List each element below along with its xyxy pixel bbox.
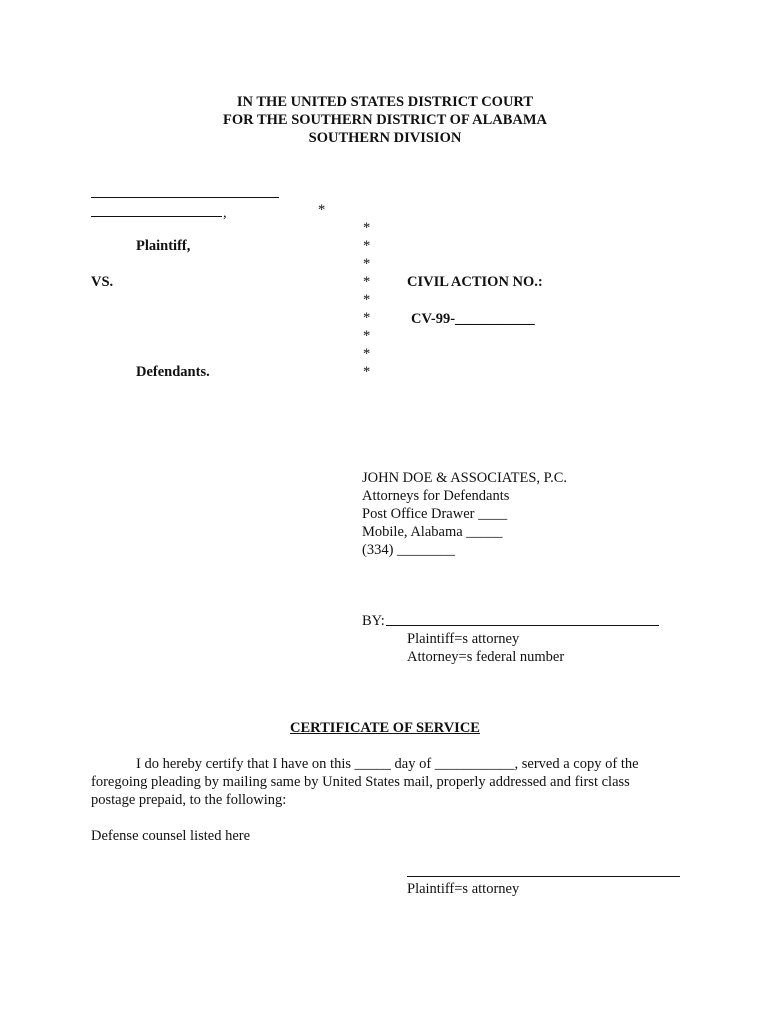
court-name-line-1: IN THE UNITED STATES DISTRICT COURT xyxy=(236,94,534,110)
divider-asterisk: * xyxy=(363,292,371,308)
certificate-heading: CERTIFICATE OF SERVICE xyxy=(290,720,480,736)
certificate-text-line-2: foregoing pleading by mailing same by United States mail, properly addressed and first class xyxy=(91,774,630,790)
service-recipient: Defense counsel listed here xyxy=(91,828,251,844)
case-number: CV-99-___________ xyxy=(411,311,535,327)
divider-asterisk: * xyxy=(363,274,371,290)
plaintiff-name-blank-1 xyxy=(91,197,279,198)
certificate-signer-label: Plaintiff=s attorney xyxy=(407,881,520,897)
certificate-text-line-1: I do hereby certify that I have on this _____ day of ___________, served a copy of the xyxy=(136,756,639,772)
plaintiff-label: Plaintiff, xyxy=(136,238,191,254)
plaintiff-name-comma: , xyxy=(223,205,227,221)
certificate-text-line-3: postage prepaid, to the following: xyxy=(91,792,287,808)
divider-asterisk: * xyxy=(363,310,371,326)
signer-federal-number: Attorney=s federal number xyxy=(407,649,565,665)
divider-asterisk: * xyxy=(363,364,371,380)
divider-asterisk: * xyxy=(363,220,371,236)
defendants-label: Defendants. xyxy=(136,364,210,380)
divider-asterisk: * xyxy=(363,238,371,254)
signature-line xyxy=(386,625,659,626)
civil-action-label: CIVIL ACTION NO.: xyxy=(407,274,543,290)
counsel-po-box: Post Office Drawer ____ xyxy=(362,506,508,522)
divider-asterisk: * xyxy=(363,328,371,344)
counsel-phone: (334) ________ xyxy=(362,542,456,558)
by-label: BY: xyxy=(362,613,385,629)
court-division: SOUTHERN DIVISION xyxy=(308,130,462,146)
law-firm-name: JOHN DOE & ASSOCIATES, P.C. xyxy=(362,470,568,486)
divider-asterisk: * xyxy=(363,256,371,272)
divider-asterisk: * xyxy=(363,346,371,362)
counsel-role: Attorneys for Defendants xyxy=(362,488,510,504)
versus-label: VS. xyxy=(91,274,114,290)
certificate-signature-line xyxy=(407,876,680,877)
court-name-line-2: FOR THE SOUTHERN DISTRICT OF ALABAMA xyxy=(222,112,548,128)
divider-asterisk: * xyxy=(318,202,326,218)
signer-title: Plaintiff=s attorney xyxy=(407,631,520,647)
plaintiff-name-blank-2 xyxy=(91,216,222,217)
counsel-city: Mobile, Alabama _____ xyxy=(362,524,503,540)
